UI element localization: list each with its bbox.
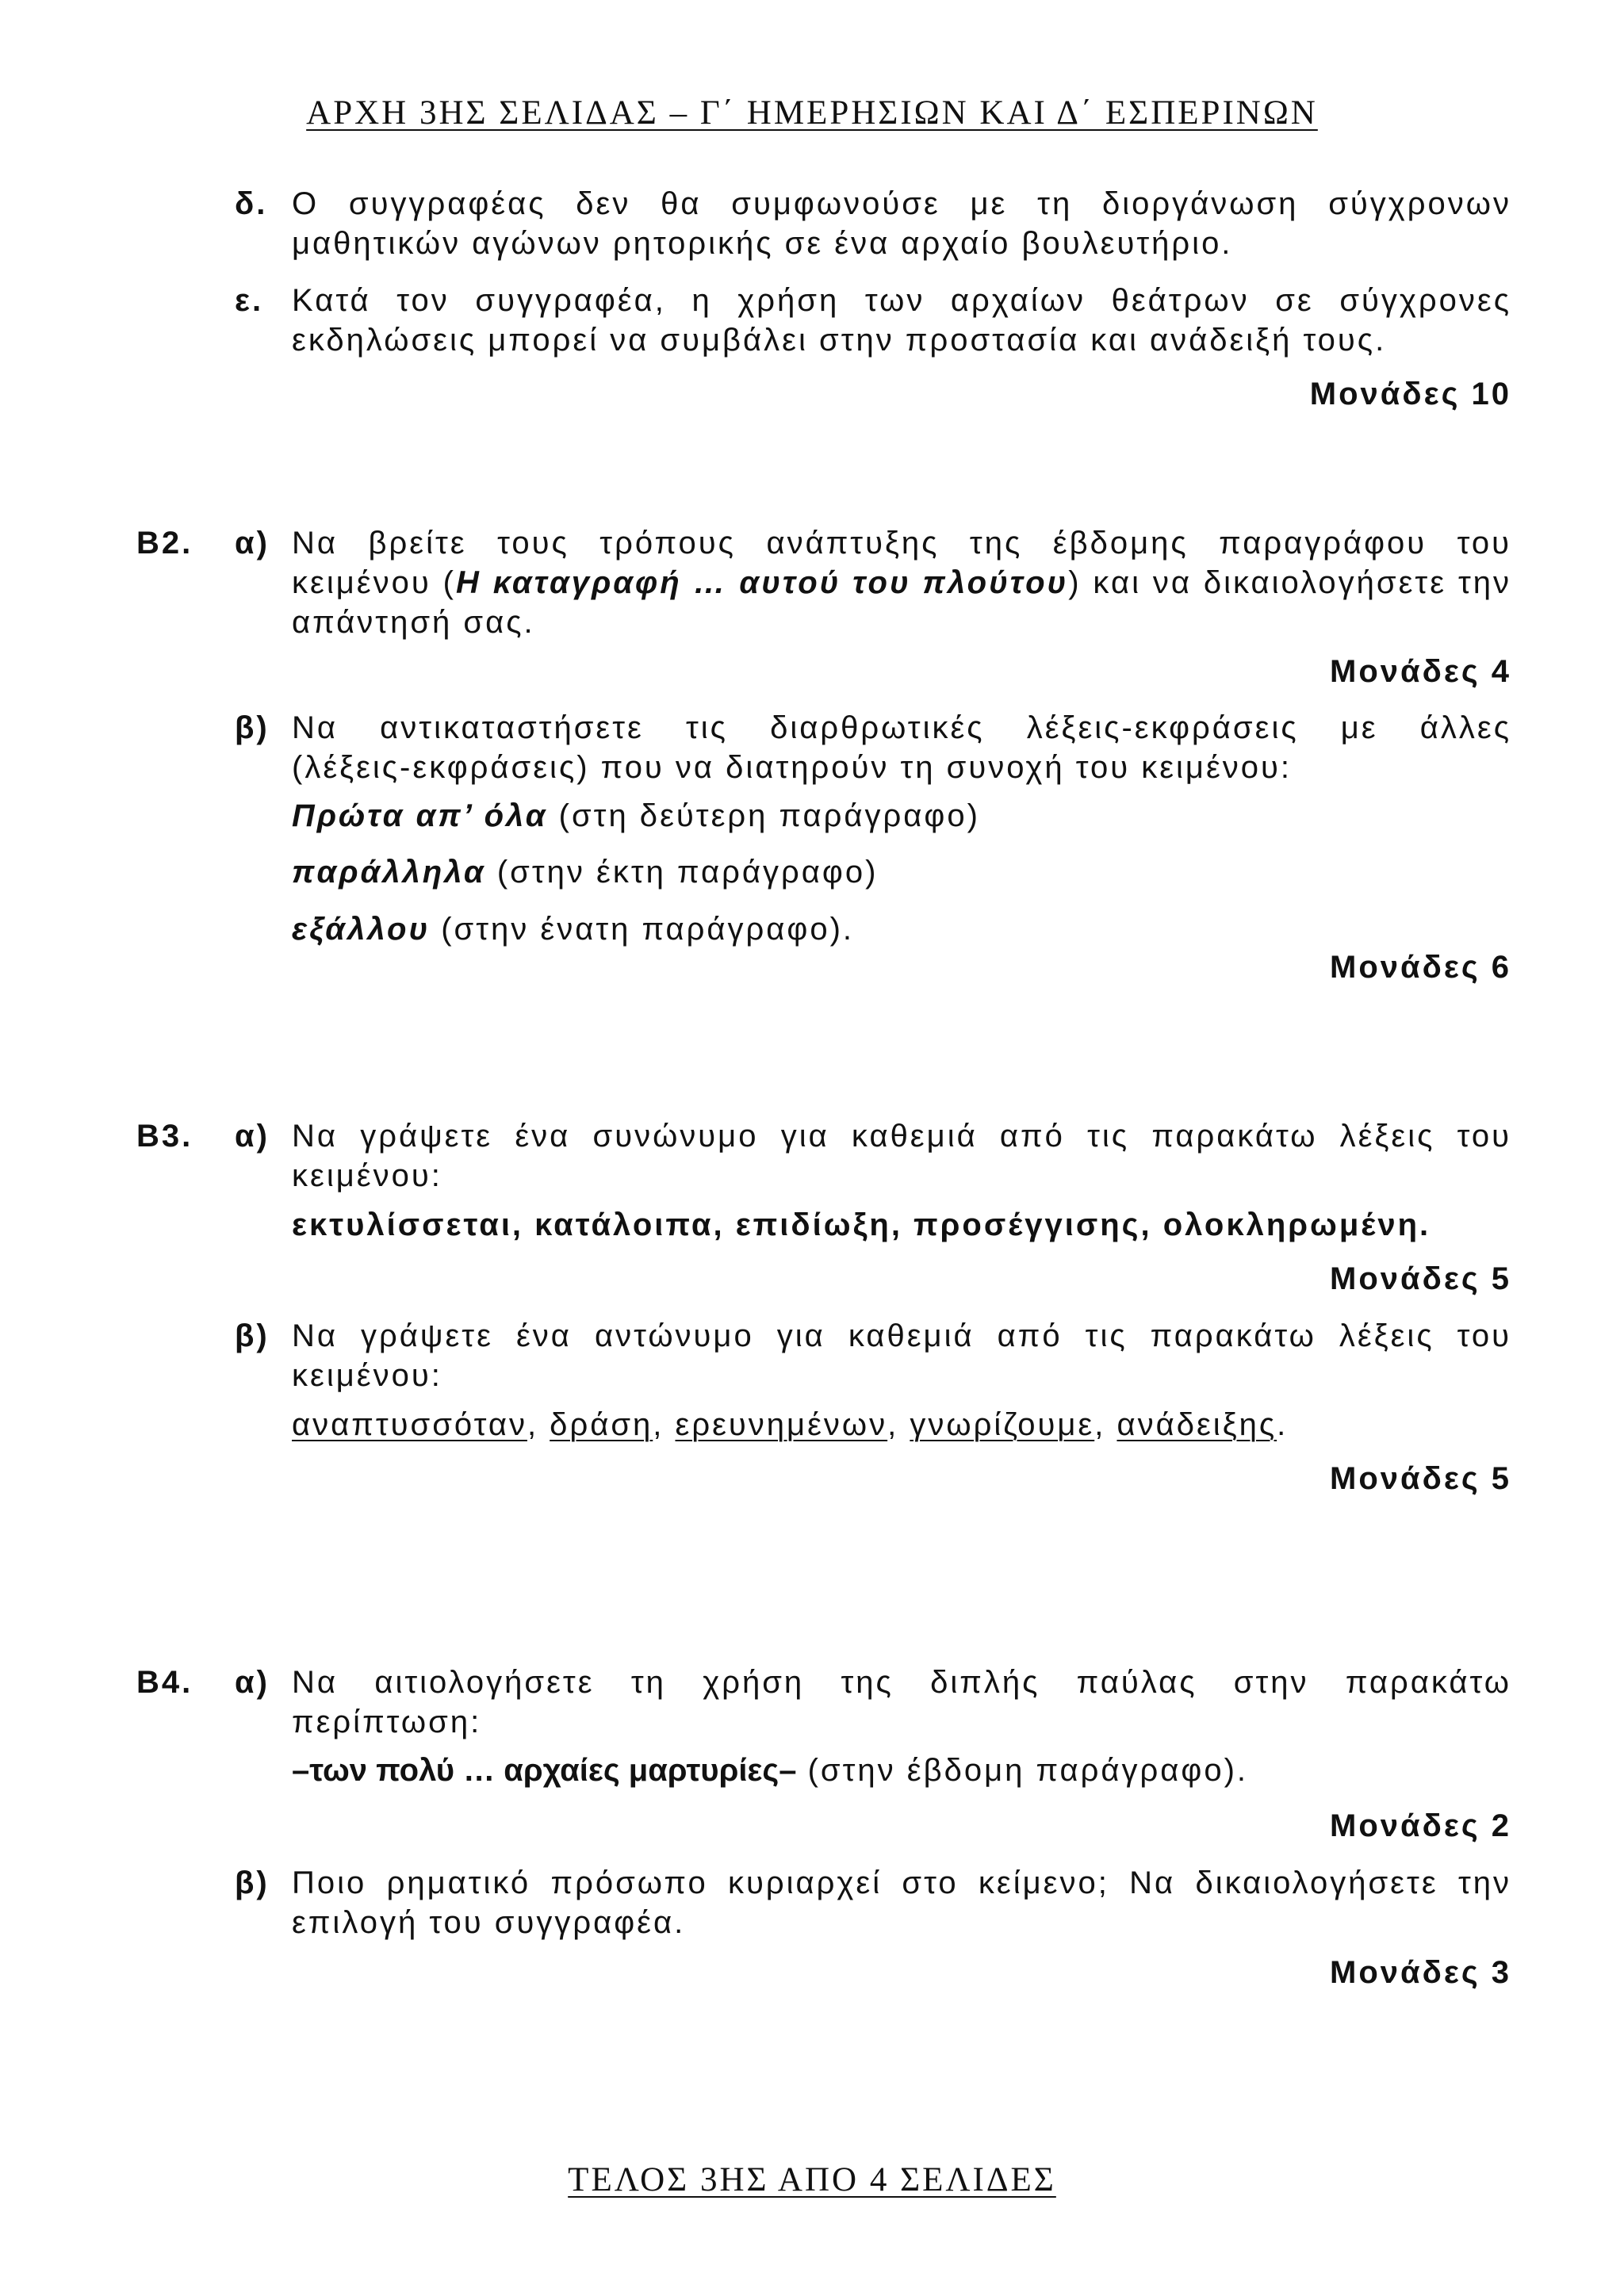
exam-page: ΑΡΧΗ 3ΗΣ ΣΕΛΙΔΑΣ – Γ΄ ΗΜΕΡΗΣΙΩΝ ΚΑΙ Δ΄ ΕΣΠΕΡΙΝΩΝ δ. Ο συγγραφέας δεν θα συμφωνούσε με τη διοργάνωση σύγχρονων μαθητικών αγώνων ρητορικής σε ένα αρχαίο βουλευτήριο. ε. Κατά τον συγγραφέα, η χρήση των αρχαίων θεάτρων σε σύγχρονες εκδηλώσεις μπορεί να συμβάλει στην προστασία και ανάδειξή τους. Μονάδες 10 Β2. α) Να βρείτε τους τρόπους ανάπτυξης της έβδομης παραγράφου του κειμένου (Η καταγραφή … αυτού του πλούτου) και να δικαιολογήσετε την απάντησή σας. Μονάδες 4 β) Να αντικαταστήσετε τις διαρθρωτικές λέξεις-εκφράσεις με άλλες (λέξεις-εκφράσεις) που να διατηρούν τη συνοχή του κειμένου: Πρώτα απ’ όλα (στη δεύτερη παράγραφο) παράλληλα (στην έκτη παράγραφο) εξάλλου (στην ένατη παράγραφο). Μονάδες 6 Β3. α) Να γράψετε ένα συνώνυμο για καθεμιά από τις παρακάτω λέξεις του κειμένου: εκτυλίσσεται, κατάλοιπα, επιδίωξη, προσέγγισης, ολοκληρωμένη. Μονάδες 5 β) Να γράψετε ένα αντώνυμο για καθεμιά από τις παρακάτω λέξεις του κειμένου: αναπτυσσόταν, δράση, ερευνημένων, γνωρίζουμε, ανάδειξης. Μονάδες 5 Β4. α) Να αιτιολογήσετε τη χρήση της διπλής παύλας στην παρακάτω περίπτωση: –των πολύ … αρχαίες μαρτυρίες– (στην έβδομη παράγραφο). Μονάδες 2 β) Ποιο ρηματικό πρόσωπο κυριαρχεί στο κείμενο; Να δικαιολογήσετε την επιλογή του συγγραφέα. Μονάδες 3 ΤΕΛΟΣ 3ΗΣ ΑΠΟ 4 ΣΕΛΙΔΕΣ bbox=[0, 0, 1624, 2296]
b3a-mark: α) bbox=[235, 1119, 270, 1154]
b2a-mark: α) bbox=[235, 526, 270, 561]
b4b-text: Ποιο ρηματικό πρόσωπο κυριαρχεί στο κείμενο; Να δικαιολογήσετε την επιλογή του συγγραφέα. bbox=[292, 1866, 1511, 1940]
page-footer: ΤΕΛΟΣ 3ΗΣ ΑΠΟ 4 ΣΕΛΙΔΕΣ bbox=[568, 2161, 1056, 2198]
item-d-mark: δ. bbox=[235, 186, 268, 221]
b4b-mark: β) bbox=[235, 1866, 270, 1900]
b2b-text: Να αντικαταστήσετε τις διαρθρωτικές λέξεις-εκφράσεις με άλλες (λέξεις-εκφράσεις) που να διατηρούν τη συνοχή του κειμένου: bbox=[292, 710, 1511, 785]
item-e-text: Κατά τον συγγραφέα, η χρήση των αρχαίων θεάτρων σε σύγχρονες εκδηλώσεις μπορεί να συμβάλει στην προστασία και ανάδειξή τους. bbox=[292, 283, 1511, 358]
b3b-mark: β) bbox=[235, 1318, 270, 1353]
b2b-mark: β) bbox=[235, 710, 270, 745]
question-b2-number: Β2. bbox=[136, 526, 193, 561]
question-b4-number: Β4. bbox=[136, 1665, 193, 1700]
b4a-text: Να αιτιολογήσετε τη χρήση της διπλής παύλας στην παρακάτω περίπτωση: bbox=[292, 1665, 1511, 1739]
item-e-mark: ε. bbox=[235, 283, 264, 318]
b4a-mark: α) bbox=[235, 1665, 270, 1700]
b3b-text: Να γράψετε ένα αντώνυμο για καθεμιά από τις παρακάτω λέξεις του κειμένου: bbox=[292, 1318, 1511, 1393]
question-b3-number: Β3. bbox=[136, 1119, 193, 1154]
page-header: ΑΡΧΗ 3ΗΣ ΣΕΛΙΔΑΣ – Γ΄ ΗΜΕΡΗΣΙΩΝ ΚΑΙ Δ΄ ΕΣΠΕΡΙΝΩΝ bbox=[306, 94, 1318, 132]
b2a-text: Να βρείτε τους τρόπους ανάπτυξης της έβδομης παραγράφου του κειμένου (Η καταγραφή … αυτού του πλούτου) και να δικαιολογήσετε την απάντησή σας. bbox=[292, 526, 1512, 640]
b2a-line2: κειμένου (Η καταγραφή … αυτού του πλούτου) και να δικαιολογήσετε την bbox=[292, 565, 1512, 600]
item-d-text: Ο συγγραφέας δεν θα συμφωνούσε με τη διοργάνωση σύγχρονων μαθητικών αγώνων ρητορικής σε ένα αρχαίο βουλευτήριο. bbox=[292, 186, 1511, 261]
b3a-text: Να γράψετε ένα συνώνυμο για καθεμιά από τις παρακάτω λέξεις του κειμένου: bbox=[292, 1119, 1511, 1193]
